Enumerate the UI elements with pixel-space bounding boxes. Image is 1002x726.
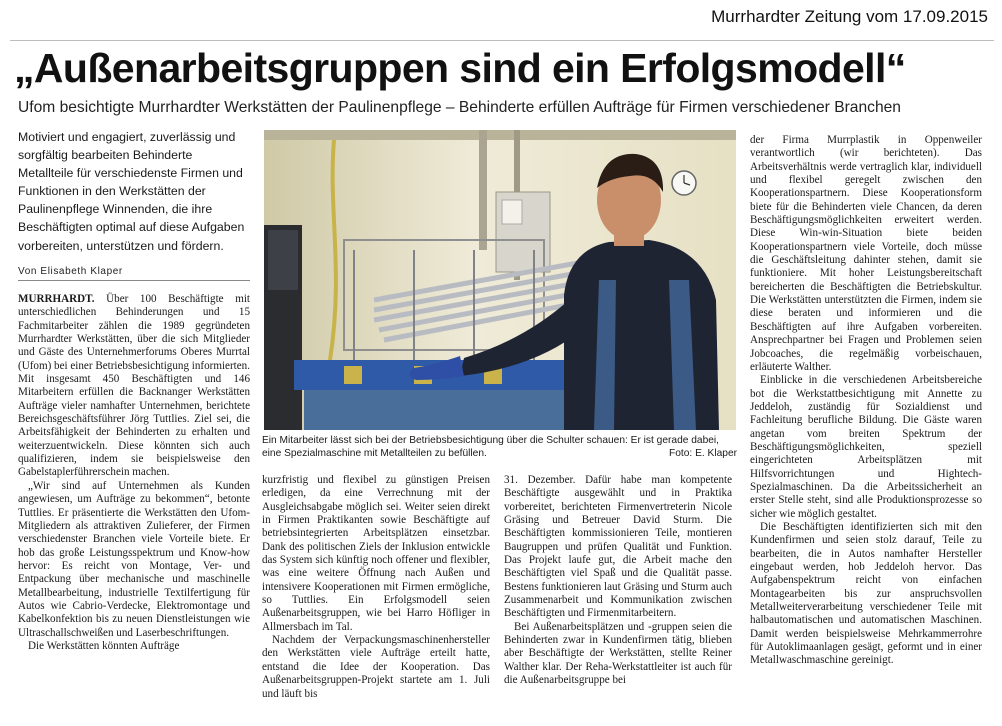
column-4 bbox=[750, 134, 982, 668]
paragraph: Die Beschäftigten identifizierten sich mit den Kundenfirmen und seien stolz darauf, Teile zu bearbeiten, die in Autos namhafter Hersteller eingebaut werden, hob Jeddeloh hervor. Das Aufgabenspektrum reicht von einfachen Montagearbeiten bis zur anspruchsvollen Metallweiterverarbeitung verschiedener Teile mit halbautomatischen und automatischen Maschinen. Damit werden beispielsweise Mehrkammerrohre für Autoklimaanlagen gesägt, geformt und in einer Metallwaschmaschine gereinigt. bbox=[750, 520, 982, 667]
paragraph: Nachdem der Verpackungsmaschinenhersteller den Werkstätten viele Aufträge erteilt hatte, entstand die Idee der Kooperation. Das Außenarbeitsgruppen-Projekt startete am 1. Juli und läuft bis bbox=[262, 634, 490, 700]
headline: „Außenarbeitsgruppen sind ein Erfolgsmodell“ bbox=[14, 45, 906, 91]
paragraph: Einblicke in die verschiedenen Arbeitsbereiche bot die Werkstattbesichtigung mit Annette zu Jeddeloh, zuständig für Sozialdienst und Fachleitung berufliche Bildung. Die Gäste waren angetan vom breiten Spektrum der Beschäftigungsmöglichkeiten, speziell eingerichteten Arbeitsplätzen mit Hilfsvorrichtungen und Hightech-Spezialmaschinen. Da die Arbeitssicherheit an erster Stelle steht, sind alle Produktionsprozesse so sicher wie möglich gestaltet. bbox=[750, 374, 982, 520]
divider bbox=[10, 40, 994, 41]
source-line: Murrhardter Zeitung vom 17.09.2015 bbox=[711, 7, 988, 26]
photo-caption bbox=[262, 434, 737, 461]
paragraph: kurzfristig und flexibel zu günstigen Preisen erledigen, da eine Verrechnung mit der Ausgleichsabgabe möglich sei. Weiter seien direkt in Firmen Praktikanten sowie Beschäftigte auf betriebsintegrierten Arbeitsplätzen einsetzbar. Dank des politischen Ziels der Inklusion entwickle das System sich künftig noch offener und flexibler, was eine weitere Öffnung nach Außen und intensivere Kooperationen mit Firmen ermögliche, so Tuttlies. Ein Erfolgsmodell seien Außenarbeitsgruppen, wie bei Harro Höfliger in Allmersbach im Tal. bbox=[262, 474, 490, 633]
paragraph: 31. Dezember. Dafür habe man kompetente Beschäftigte ausgewählt und in Praktika vorbereitet, berichteten Firmenvertreterin Nicole Gräsing und Betreuer David Sturm. Die Beschäftigten kommissionieren Teile, montieren Baugruppen und prüfen Qualität und Funktion. Das Projekt laufe gut, die Arbeit mache den Beschäftigten viel Spaß und die Qualität passe. Bestens funktionieren laut Gräsing und Sturm auch Zusammenarbeit und Kommunikation zwischen Beschäftigten und Firmenmitarbeitern. bbox=[504, 474, 732, 620]
lead-paragraph: Motiviert und engagiert, zuverlässig und sorgfältig bearbeiten Behinderte Metallteile für verschiedenste Firmen und Funktionen in den Werkstätten der Paulinenpflege Winnenden, die ihre Beschäftigten optimal auf diese Aufgaben vorbereiten, unterstützen und fördern. bbox=[18, 130, 245, 253]
paragraph: der Firma Murrplastik in Oppenweiler verantwortlich (wir berichteten). Das Arbeitsverhältnis werde vertraglich klar, individuell und flexibel geregelt zwischen den Kooperationspartnern. Diese Kooperationsform biete für die Behinderten viele Chancen, da deren Beschäftigungsmöglichkeiten erweitert werden. Diese Win-win-Situation biete beiden Kooperationspartnern viele Vorteile, doch müsse die Geschäftsleitung dahinter stehen, damit sie funktioniere. Mit hoher Leistungsbereitschaft bereicherten die Beschäftigten die Betriebskultur. Die Werkstätten unterstützten die Firmen, indem sie diese beraten und informieren und die Beschäftigten auf ihre Aufgaben vorbereiten. Ansprechpartner bei Fragen und Problemen seien Jobcoaches, die regelmäßig vorbeischauen, erläuterte Walther. bbox=[750, 134, 982, 373]
column-3 bbox=[504, 474, 732, 688]
dateline: MURRHARDT. bbox=[18, 293, 95, 305]
article-photo bbox=[264, 130, 736, 430]
paragraph: „Wir sind auf Unternehmen als Kunden angewiesen, um Aufträge zu bekommen“, betonte Tuttlies. Er präsentierte die Werkstätten den Ufom-Mitgliedern als attraktiven Zulieferer, der Firmen verschiedenster Branchen viele Vorteile biete. Er hob das große Leistungsspektrum und Know-how hervor: Es reicht von Montage, Ver- und Entpackung über mechanische und maschinelle Metallbearbeitung, industrielle Textilfertigung für Autos wie Cabrio-Verdecke, Elektromontage und Kabelkonfektion bis zu neuen Dienstleistungen wie Ultraschallschweißen und Laserbeschriftungen. bbox=[18, 479, 250, 639]
column-1 bbox=[18, 293, 250, 653]
caption-text: Ein Mitarbeiter lässt sich bei der Betriebsbesichtigung über die Schulter schauen: Er ist gerade dabei, eine Spezialmaschine mit Metallteilen zu befüllen. bbox=[262, 435, 719, 460]
paragraph: Die Werkstätten könnten Aufträge bbox=[28, 639, 180, 652]
photo-illustration bbox=[264, 130, 736, 430]
column-2 bbox=[262, 474, 490, 701]
photo-credit: Foto: E. Klaper bbox=[669, 448, 737, 460]
byline: Von Elisabeth Klaper bbox=[18, 266, 250, 281]
subheadline: Ufom besichtigte Murrhardter Werkstätten der Paulinenpflege – Behinderte erfüllen Aufträge für Firmen verschiedener Branchen bbox=[18, 99, 901, 116]
paragraph bbox=[18, 293, 250, 480]
paragraph: Bei Außenarbeitsplätzen und -gruppen seien die Behinderten zwar in Kundenfirmen tätig, blieben aber Beschäftigte der Werkstätten, stellte Reiner Walther klar. Der Reha-Werkstattleiter ist auch für die Außenarbeitsgruppe bei bbox=[504, 620, 732, 687]
paragraph-text: Über 100 Beschäftigte mit unterschiedlichen Behinderungen und 15 Fachmitarbeiter zählen die 1989 gegründeten Murrhardter Werkstätten, über die sich Mitglieder und Gäste des Unternehmerforums Oberes Murrtal (Ufom) bei einer Betriebsbesichtigung informierten. Mit insgesamt 450 Beschäftigten und 146 Mitarbeitern erfüllen die Backnanger Werkstätten Aufträge vieler namhafter Unternehmen, berichtete Bereichsgeschäftsführer Jörg Tuttlies. Ziel sei, die Arbeitsfähigkeit der Behinderten zu erhalten und weiterzuentwickeln. Diese könnten sich auch qualifizieren, indem sie beispielsweise den Gabelstaplerführerschein machen. bbox=[18, 293, 250, 479]
